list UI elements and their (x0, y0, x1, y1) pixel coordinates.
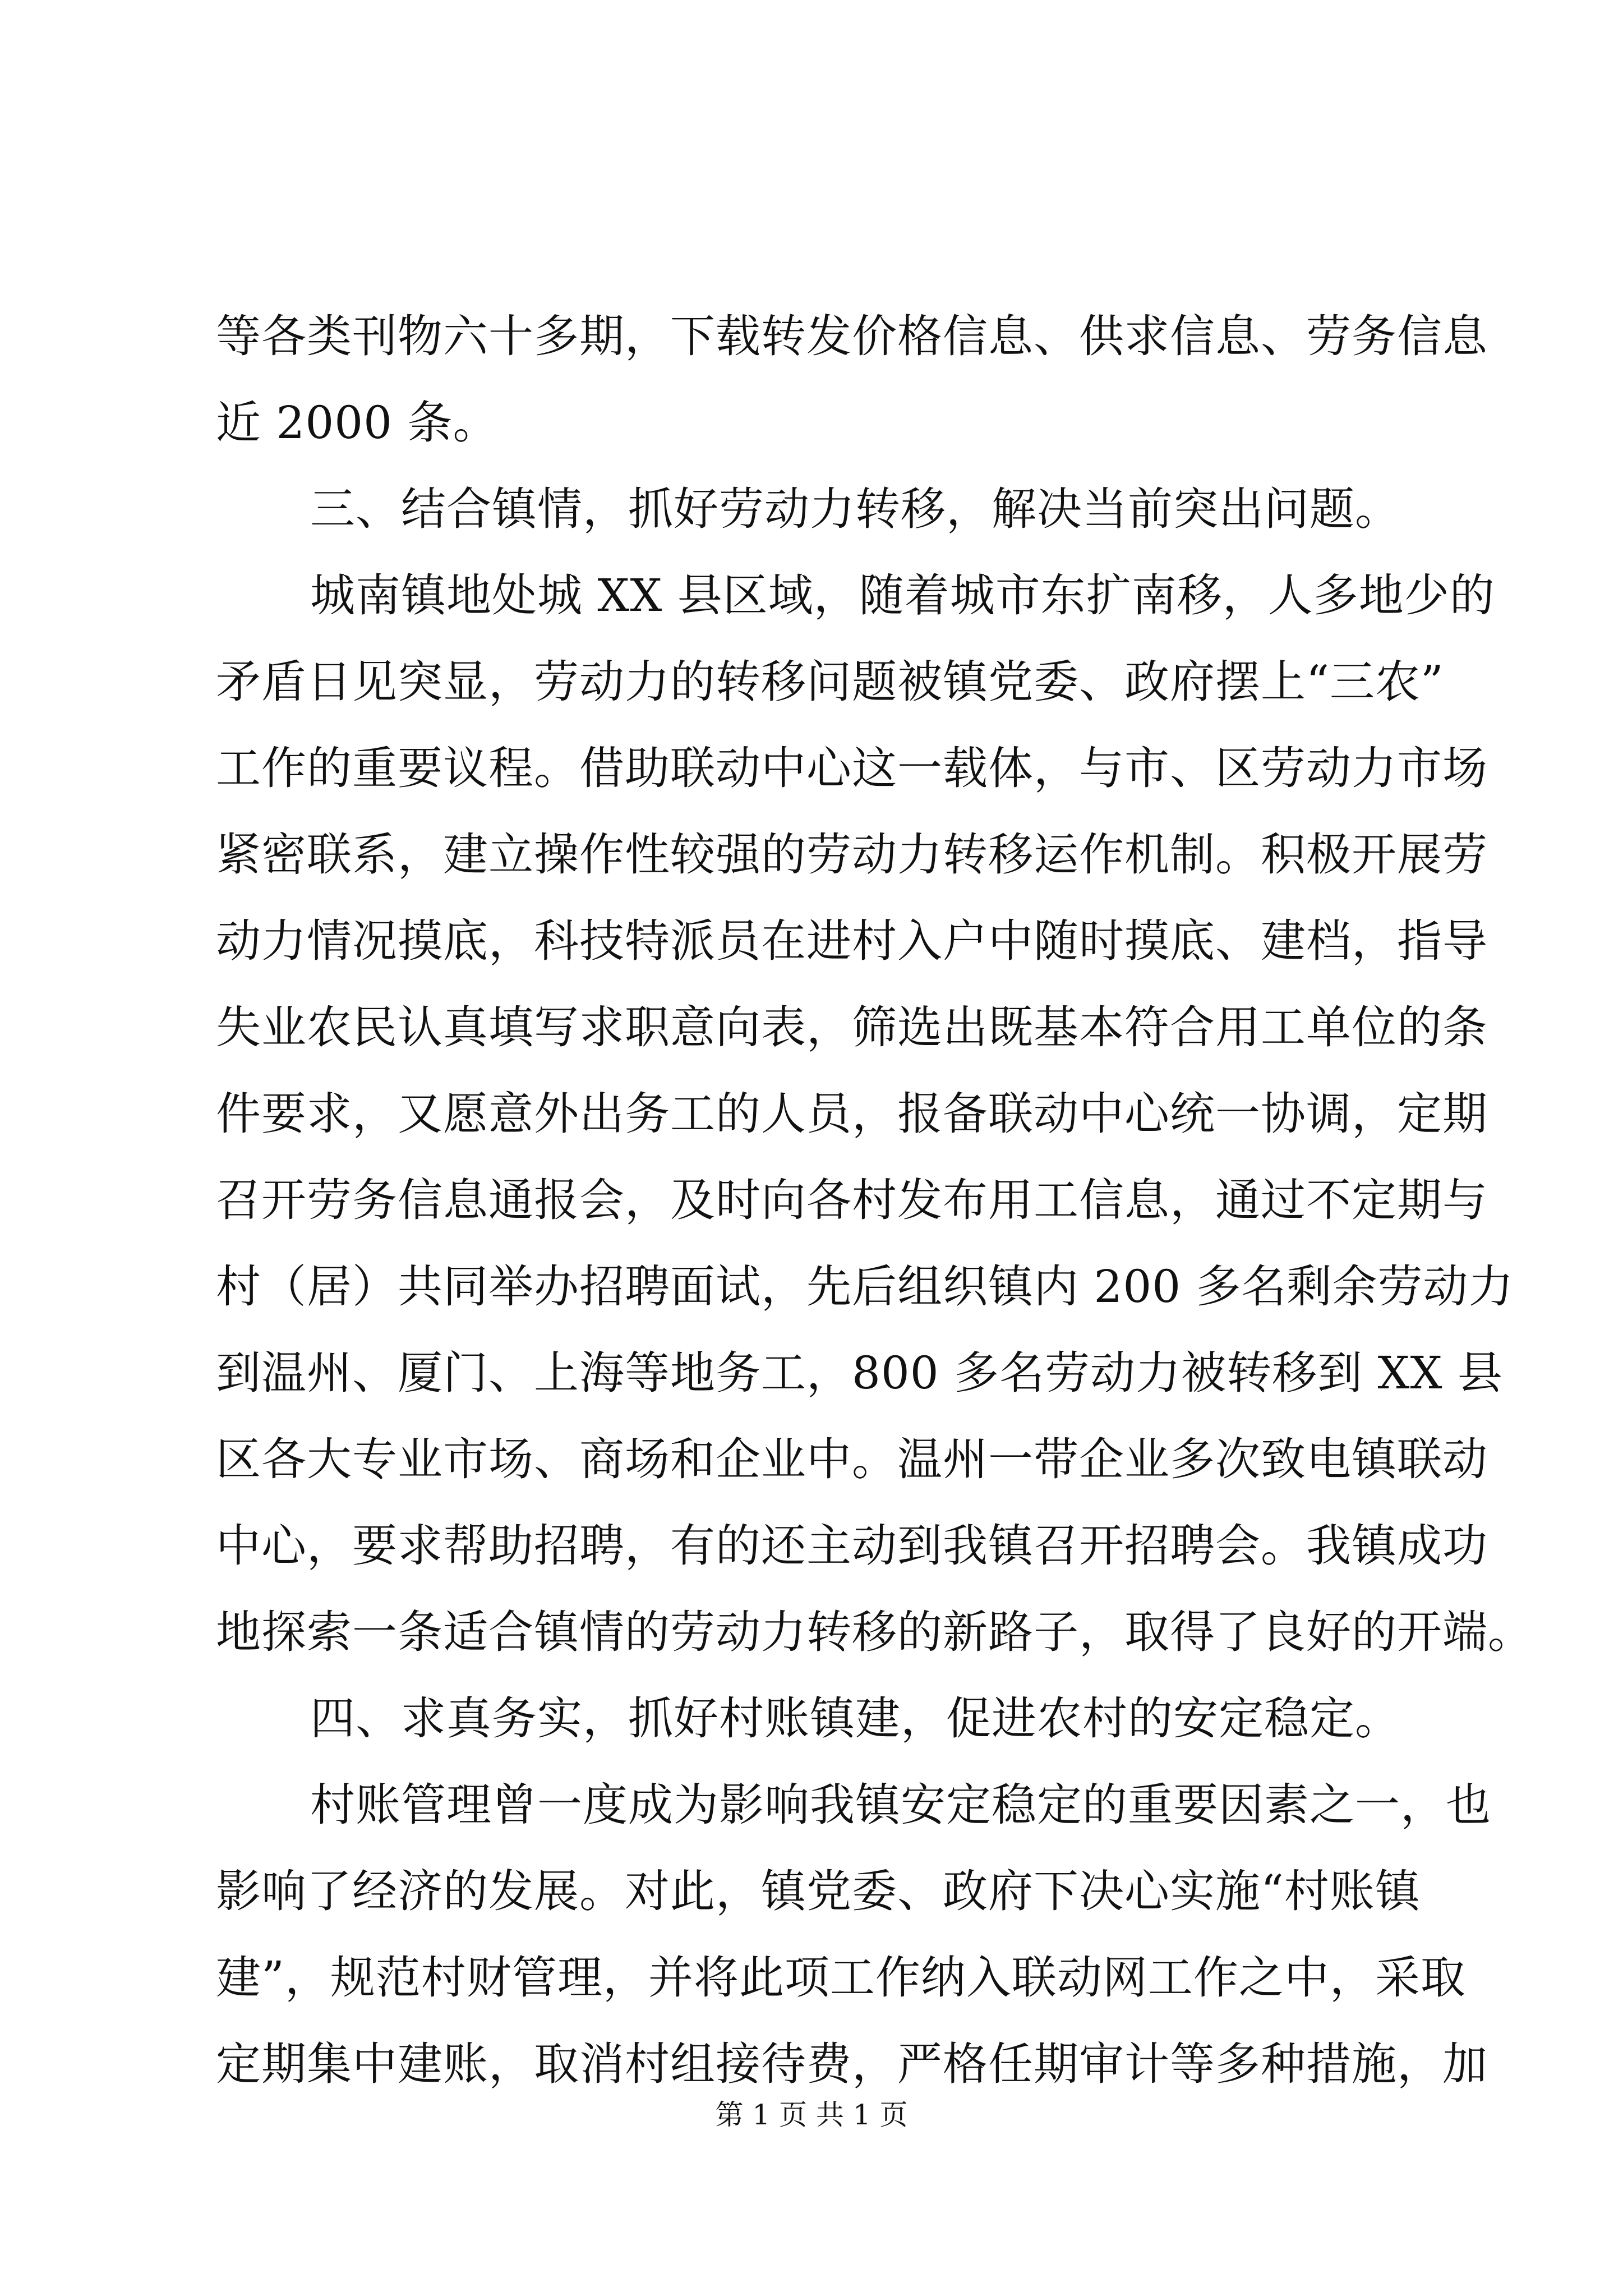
text-line: 召开劳务信息通报会，及时向各村发布用工信息，通过不定期与 (216, 1174, 1488, 1226)
text-line: 失业农民认真填写求职意向表，筛选出既基本符合用工单位的条 (216, 1001, 1488, 1053)
section-heading: 三、结合镇情，抓好劳动力转移，解决当前突出问题。 (310, 483, 1400, 535)
text-line: 紧密联系，建立操作性较强的劳动力转移运作机制。积极开展劳 (216, 829, 1488, 881)
text-line: 地探索一条适合镇情的劳动力转移的新路子，取得了良好的开端。 (216, 1606, 1533, 1658)
text-line: 村账管理曾一度成为影响我镇安定稳定的重要因素之一，也 (310, 1779, 1491, 1831)
text-line: 建”，规范村财管理，并将此项工作纳入联动网工作之中，采取 (216, 1952, 1466, 2004)
text-line: 近 2000 条。 (216, 397, 499, 449)
text-line: 区各大专业市场、商场和企业中。温州一带企业多次致电镇联动 (216, 1433, 1488, 1485)
text-line: 等各类刊物六十多期，下载转发价格信息、供求信息、劳务信息 (216, 310, 1488, 362)
page-footer: 第 1 页 共 1 页 (715, 2099, 908, 2131)
text-line: 村（居）共同举办招聘面试，先后组织镇内 200 多名剩余劳动力 (216, 1260, 1514, 1313)
text-line: 中心，要求帮助招聘，有的还主动到我镇召开招聘会。我镇成功 (216, 1520, 1488, 1572)
text-line: 到温州、厦门、上海等地务工，800 多名劳动力被转移到 XX 县 (216, 1347, 1503, 1399)
text-line: 影响了经济的发展。对此，镇党委、政府下决心实施“村账镇 (216, 1865, 1421, 1917)
text-line: 定期集中建账，取消村组接待费，严格任期审计等多种措施，加 (216, 2038, 1488, 2090)
text-line: 工作的重要议程。借助联动中心这一载体，与市、区劳动力市场 (216, 742, 1488, 794)
text-line: 动力情况摸底，科技特派员在进村入户中随时摸底、建档，指导 (216, 915, 1488, 967)
section-heading: 四、求真务实，抓好村账镇建，促进农村的安定稳定。 (310, 1692, 1400, 1745)
text-line: 件要求，又愿意外出务工的人员，报备联动中心统一协调，定期 (216, 1088, 1488, 1140)
text-line: 城南镇地处城 XX 县区域，随着城市东扩南移，人多地少的 (310, 569, 1495, 622)
text-line: 矛盾日见突显，劳动力的转移问题被镇党委、政府摆上“三农” (216, 656, 1444, 708)
